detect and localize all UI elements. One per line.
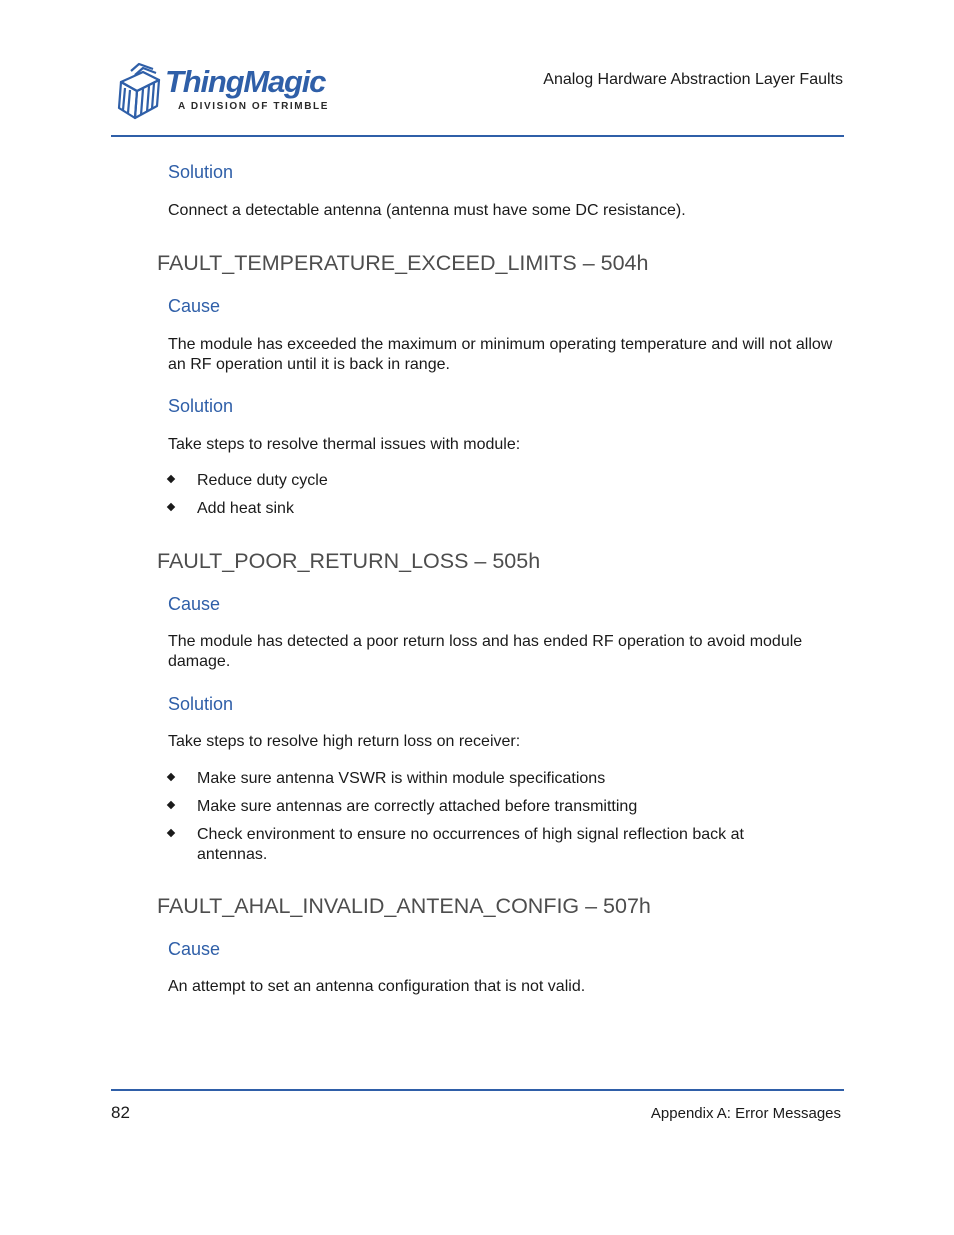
footer-rule [111,1089,844,1091]
intro-solution-heading: Solution [168,162,234,182]
bullet-diamond-icon [167,475,175,483]
bullet-text: Make sure antenna VSWR is within module specifications [197,770,606,787]
bullet-text: Check environment to ensure no occurrences of high signal reflection back at antennas. [197,826,744,863]
bullet-text: Make sure antennas are correctly attached before transmitting [197,798,638,815]
bullet-diamond-icon [167,773,175,781]
solution-heading-505h: Solution [168,694,234,714]
cause-text-505h: The module has detected a poor return loss and has ended RF operation to avoid module damage. [168,633,803,670]
logo-wordmark: ThingMagic [165,64,326,99]
intro-solution-text: Connect a detectable antenna (antenna must have some DC resistance). [168,202,686,219]
thingmagic-logo [113,60,328,122]
bullet-text: Reduce duty cycle [197,472,328,489]
section-title-507h: FAULT_AHAL_INVALID_ANTENA_CONFIG – 507h [157,894,651,918]
cause-text-507h: An attempt to set an antenna configuration that is not valid. [168,978,586,995]
cause-text-504h: The module has exceeded the maximum or minimum operating temperature and will not allow an RF operation until it is back in range. [168,336,833,373]
section-title-505h: FAULT_POOR_RETURN_LOSS – 505h [157,549,541,573]
header-rule [111,135,844,137]
solution-intro-505h: Take steps to resolve high return loss on receiver: [168,733,521,750]
bullet-text: Add heat sink [197,500,294,517]
page-number: 82 [111,1103,130,1122]
solution-heading-504h: Solution [168,396,234,416]
cause-heading-505h: Cause [168,594,221,614]
solution-intro-504h: Take steps to resolve thermal issues with module: [168,436,521,453]
running-head: Analog Hardware Abstraction Layer Faults [543,71,843,88]
bullet-diamond-icon [167,503,175,511]
bullet-diamond-icon [167,801,175,809]
section-title-504h: FAULT_TEMPERATURE_EXCEED_LIMITS – 504h [157,251,649,275]
logo-cube-icon [113,60,165,122]
bullet-diamond-icon [167,829,175,837]
cause-heading-504h: Cause [168,296,221,316]
logo-tagline: A DIVISION OF TRIMBLE [178,101,330,112]
cause-heading-507h: Cause [168,939,221,959]
footer-title: Appendix A: Error Messages [650,1105,841,1122]
